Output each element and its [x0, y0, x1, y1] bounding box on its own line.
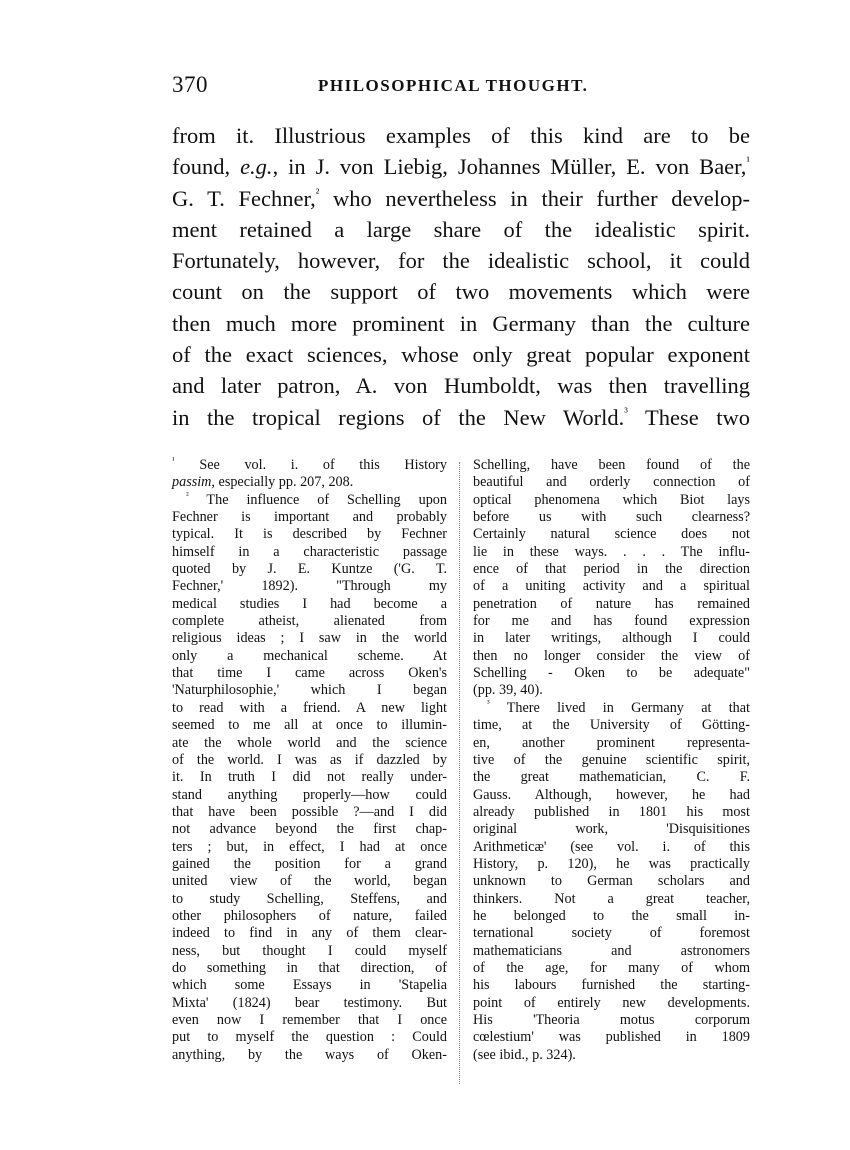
footnote-line: $^{^2}$ The influence of Schelling upon — [186, 489, 447, 508]
footnote-line: mathematicians and astronomers — [473, 942, 750, 959]
footnote-line: cœlestium' was published in 1809 — [473, 1029, 750, 1046]
running-head: PHILOSOPHICAL THOUGHT. — [318, 76, 589, 95]
footnote-line: seemed to me all at once to illumin- — [172, 717, 447, 734]
footnote-line: Certainly natural science does not — [473, 526, 750, 543]
footnote-line: other philosophers of nature, failed — [172, 907, 447, 924]
footnote-line: to study Schelling, Steffens, and — [172, 890, 447, 907]
footnote-line: even now I remember that I once — [172, 1012, 447, 1028]
footnote-line: united view of the world, began — [172, 873, 447, 890]
footnote-line: already published in 1801 his most — [473, 803, 750, 820]
footnote-line: anything, by the ways of Oken- — [172, 1046, 447, 1063]
footnote-line: lie in these ways. . . . The influ- — [473, 543, 750, 560]
footnote-line: gained the position for a grand — [172, 855, 447, 872]
footnote-line: ate the whole world and the science — [172, 734, 447, 751]
footnote-line: Fechner is important and probably — [172, 509, 447, 526]
body-line: found, e.g., in J. von Liebig, Johannes Müller, E. von Baer,$^{^1}$ — [172, 154, 750, 180]
footnotes-right-column — [473, 457, 750, 1064]
body-text — [172, 120, 750, 433]
footnotes-left-column — [172, 457, 447, 1064]
footnote-line: ness, but thought I could myself — [172, 942, 447, 959]
footnote-line: thinkers. Not a great teacher, — [473, 890, 750, 907]
footnote-line: for me and has found expression — [473, 613, 750, 630]
footnote-line: Schelling, have been found of the — [473, 457, 750, 473]
footnote-line: Fechner,' 1892). "Through my — [172, 578, 447, 595]
footnote-line: passim, especially pp. 207, 208. — [172, 474, 354, 491]
footnote-line: unknown to German scholars and — [473, 873, 750, 890]
footnote-line: $^{^3}$ There lived in Germany at that — [487, 697, 750, 716]
footnote-line: ternational society of foremost — [473, 925, 750, 942]
footnote-line: medical studies I had become a — [172, 595, 447, 612]
footnote-line: himself in a characteristic passage — [172, 543, 447, 560]
body-line: of the exact sciences, whose only great popular exponent — [172, 342, 750, 368]
footnote-line: the great mathematician, C. F. — [473, 769, 750, 786]
footnote-line: only a mechanical scheme. At — [172, 647, 447, 664]
footnote-line: $^{^1}$ See vol. i. of this History — [172, 455, 447, 473]
footnote-line: to read with a friend. A new light — [172, 699, 447, 716]
body-line: in the tropical regions of the New World.$^{^3}$ These two — [172, 404, 750, 430]
body-line: from it. Illustrious examples of this kind are to be — [172, 123, 750, 148]
footnote-line: of the age, for many of whom — [473, 959, 750, 976]
body-line: then much more prominent in Germany than the culture — [172, 310, 750, 336]
page-number: 370 — [172, 72, 208, 97]
footnote-line: religious ideas ; I saw in the world — [172, 630, 447, 647]
footnote-line: of the world. I was as if dazzled by — [172, 751, 447, 768]
footnote-line: Arithmeticæ' (see vol. i. of this — [473, 838, 750, 855]
footnote-line: point of entirely new developments. — [473, 994, 750, 1011]
body-line: count on the support of two movements which were — [172, 279, 750, 305]
footnote-line: (pp. 39, 40). — [473, 682, 543, 699]
footnote-line: in later writings, although I could — [473, 630, 750, 647]
body-line: and later patron, A. von Humboldt, was then travelling — [172, 373, 750, 399]
footnote-line: His 'Theoria motus corporum — [473, 1012, 750, 1028]
footnote-line: beautiful and orderly connection of — [473, 474, 750, 491]
footnote-line: Schelling - Oken to be adequate" — [473, 665, 750, 682]
footnote-line: History, p. 120), he was practically — [473, 855, 750, 872]
page-header — [172, 72, 750, 102]
footnote-line: tive of the genuine scientific spirit, — [473, 751, 750, 768]
footnote-line: of a uniting activity and a spiritual — [473, 578, 750, 595]
footnote-line: indeed to find in any of them clear- — [172, 925, 447, 942]
footnote-line: put to myself the question : Could — [172, 1029, 447, 1046]
footnote-line: penetration of nature has remained — [473, 595, 750, 612]
footnote-line: optical phenomena which Biot lays — [473, 491, 750, 508]
footnote-line: time, at the University of Götting- — [473, 717, 750, 734]
footnote-line: his labours furnished the starting- — [473, 977, 750, 994]
footnote-line: Mixta' (1824) bear testimony. But — [172, 994, 447, 1011]
column-divider — [459, 462, 460, 1084]
footnote-line: (see ibid., p. 324). — [473, 1046, 576, 1063]
footnote-line: which some Essays in 'Stapelia — [172, 977, 447, 994]
footnote-line: that time I came across Oken's — [172, 665, 447, 682]
footnote-line: en, another prominent representa- — [473, 734, 750, 751]
footnote-line: quoted by J. E. Kuntze ('G. T. — [172, 561, 447, 578]
body-line: ment retained a large share of the idealistic spirit. — [172, 216, 750, 242]
body-line: G. T. Fechner,$^{^2}$ who nevertheless in their further develop- — [172, 185, 751, 211]
footnote-line: before us with such clearness? — [473, 509, 750, 526]
footnote-line: ters ; but, in effect, I had at once — [172, 838, 447, 855]
footnote-line: original work, 'Disquisitiones — [473, 821, 750, 838]
footnote-line: then no longer consider the view of — [473, 647, 750, 664]
footnote-line: 'Naturphilosophie,' which I began — [172, 682, 447, 699]
footnote-line: typical. It is described by Fechner — [172, 526, 447, 543]
footnote-line: stand anything properly—how could — [172, 786, 447, 803]
footnote-line: Gauss. Although, however, he had — [473, 786, 750, 803]
footnote-line: not advance beyond the first chap- — [172, 821, 447, 838]
body-line: Fortunately, however, for the idealistic school, it could — [172, 248, 750, 274]
footnote-line: do something in that direction, of — [172, 959, 447, 976]
footnote-line: complete atheist, alienated from — [172, 613, 447, 630]
footnote-line: ence of that period in the direction — [473, 561, 750, 578]
footnote-line: that have been possible ?—and I did — [172, 803, 447, 820]
footnote-line: he belonged to the small in- — [473, 907, 750, 924]
footnote-line: it. In truth I did not really under- — [172, 769, 447, 786]
